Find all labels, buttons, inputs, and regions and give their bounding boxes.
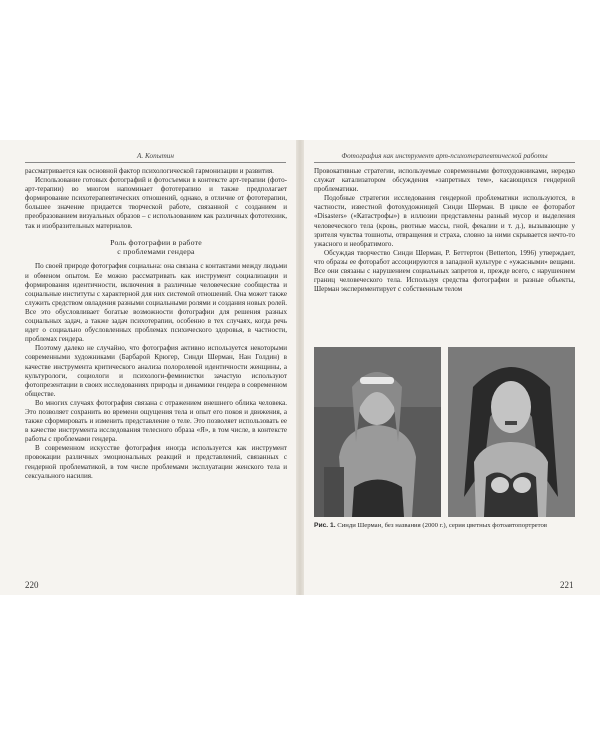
left-running-head: А. Копытин [25, 152, 286, 163]
paragraph: Провокативные стратегии, используемые современными фотохудожниками, нередко служат катализатором обсуждения «запретных тем», касающихся гендерной проблематики. [314, 167, 575, 194]
paragraph: Использование готовых фотографий и фотосъемки в контексте арт-терапии (фото-арт-терапии) во многом напоминает фототерапию и также предполагает формирование психотерапевтических отношений, однако, в отличие от фототерапии, большее значение придается творческой работе, связанной с созданием и преобразованием визуальных образов – с использованием как различных фототехник, так и изобразительных материалов. [25, 176, 287, 230]
caption-label: Рис. 1. [314, 522, 336, 529]
section-heading-line: Роль фотографии в работе [110, 237, 202, 247]
left-text-column [25, 167, 287, 481]
paragraph: рассматривается как основной фактор психологической гармонизации и развития. [25, 167, 274, 175]
right-text-column [314, 167, 575, 294]
right-running-head: Фотография как инструмент арт-психотерапевтической работы [314, 152, 575, 163]
figure-photos [314, 347, 575, 517]
paragraph: По своей природе фотография социальна: она связана с контактами между людьми и обменом опытом. Ее можно рассматривать как инструмент социализации и формирования идентичности, включения в различные человеческие сообщества и социальные институты с характерной для них системой отношений. Она может также служить средством овладения разными социальными ролями и создания новых ролей. Все это обусловливает богатые возможности фотографии для решения разных социальных задач, а также задач психотерапии, особенно в тех случаях, когда речь идет о социально обусловленных проблемах психического здоровья, в частности, проблемах гендера. [25, 262, 287, 344]
section-heading-line: с проблемами гендера [117, 247, 195, 257]
photo-self-portrait-2 [448, 347, 575, 517]
paragraph: Обсуждая творчество Синди Шерман, Р. Беттертон (Betterton, 1996) утверждает, что образы ее фоторабот ассоциируются в западной культуре с «ужасными» вещами. Все они связаны с нарушением социальных запретов и, прежде всего, с нарушением границ человеческого тела. Используя средства фотографии и разные объекты, Шерман экспериментирует с собственным телом [314, 248, 575, 294]
photo-self-portrait-1 [314, 347, 441, 517]
caption-text: Синди Шерман, без названия (2000 г.), серия цветных фотоавтопортретов [337, 522, 547, 529]
paragraph: В современном искусстве фотография иногда используется как инструмент провокации различных эмоциональных реакций и представлений, связанных с гендерной проблематикой, в том числе проблемами эксплуатации женского тела и сексуального насилия. [25, 444, 287, 480]
book-gutter [296, 140, 304, 595]
section-heading [25, 238, 287, 257]
page-number-left: 220 [25, 580, 39, 590]
paragraph: Поэтому далеко не случайно, что фотография активно используется некоторыми современными художниками (Барбарой Крюгер, Синди Шерман, Нан Голдин) в качестве инструмента критического анализа полоролевой идентичности женщины, а культурологи, социологи и психологи-феминистки зачастую используют фотопрезентации в своих исследованиях природы и динамики гендера в современном обществе. [25, 344, 287, 398]
paragraph: Во многих случаях фотография связана с отражением внешнего облика человека. Это позволяет сохранить во времени ощущения тела и опыт его покоя и движения, а также сформировать и изменить представление о теле. Это позволяет использовать ее в качестве инструмента исследования телесного образа «Я», в том числе, в контексте работы с проблемами гендера. [25, 398, 287, 444]
paragraph: Подобные стратегии исследования гендерной проблематики используются, в частности, известной фотохудожницей Синди Шерман. В цикле ее фоторабот «Disasters» («Катастрофы») в иллюзии представлены разный мусор и выделения человеческого тела (кровь, рвотные массы, гной, фекалии и т. д.), вызывающие у зрителя чувства тошноты, отвращения и страха, словно за ними скрывается нечто-то ужасного и необратимого. [314, 194, 575, 248]
page-number-right: 221 [560, 580, 574, 590]
figure-caption [314, 522, 575, 530]
